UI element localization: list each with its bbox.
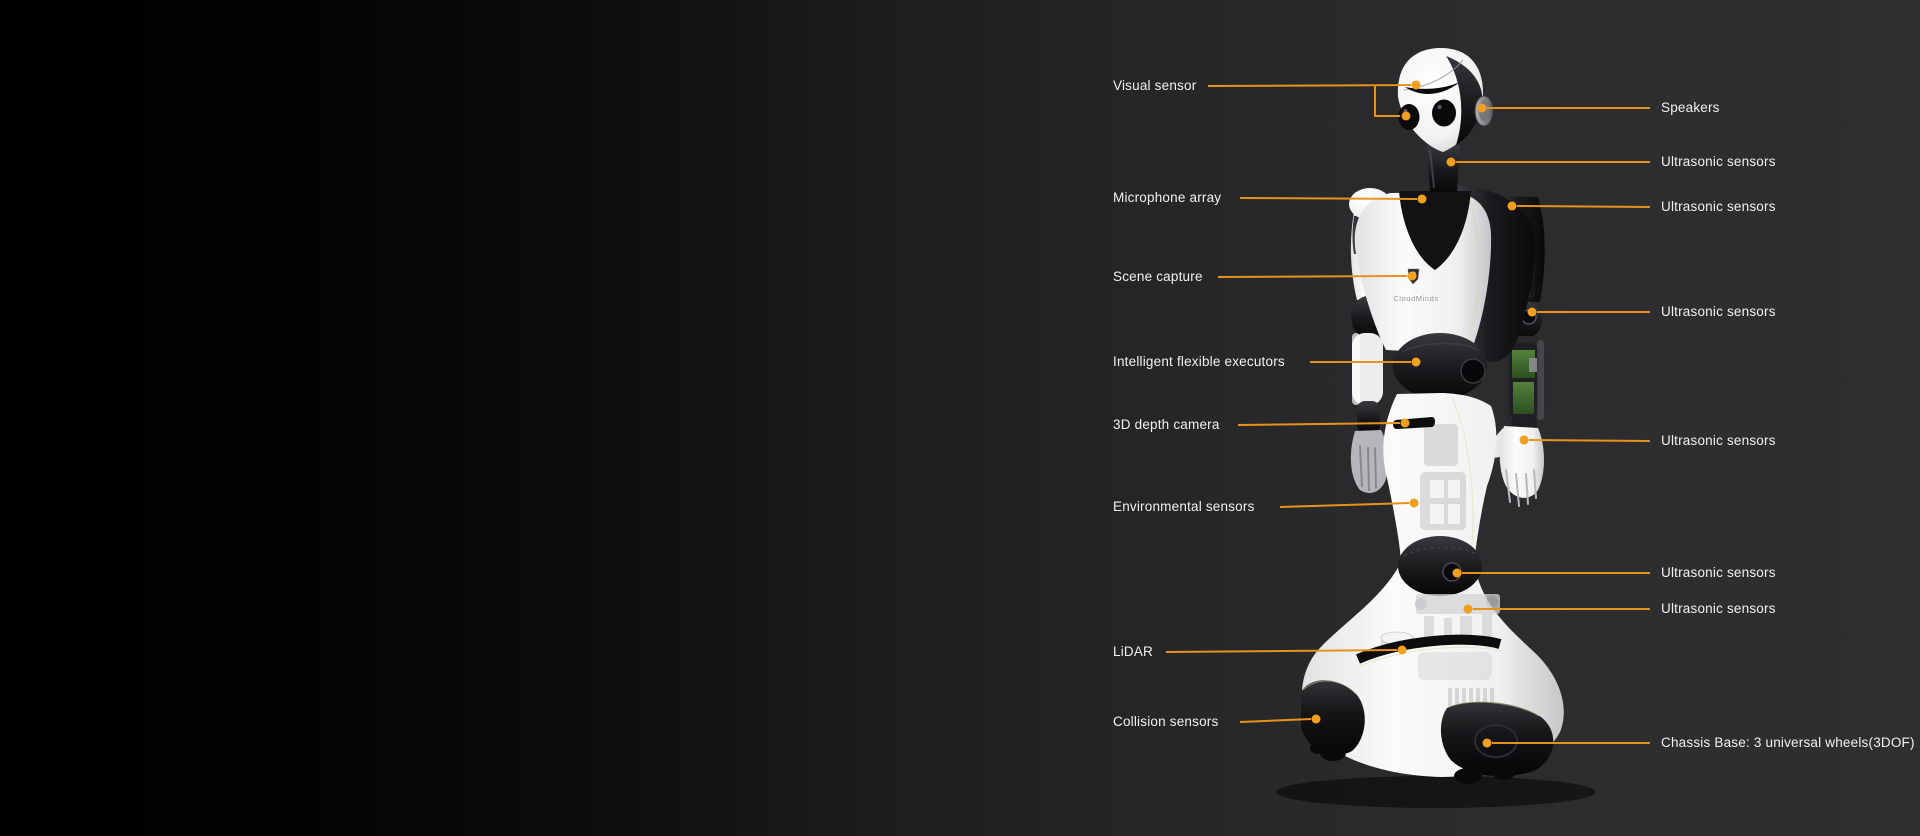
callout-label-scene-capture: Scene capture: [1113, 269, 1203, 284]
callout-label-ultrasonic-sensors: Ultrasonic sensors: [1661, 601, 1776, 616]
callout-label-collision-sensors: Collision sensors: [1113, 714, 1219, 729]
anchor-dot-ultrasonic-sensors: [1453, 569, 1462, 578]
callout-label-visual-sensor: Visual sensor: [1113, 78, 1197, 93]
anchor-dot-chassis-base-3-universal-wheels-3dof: [1483, 739, 1492, 748]
callout-label-ultrasonic-sensors: Ultrasonic sensors: [1661, 433, 1776, 448]
anchor-dot-visual-sensor: [1412, 81, 1421, 90]
leader-line-visual-sensor: [1208, 85, 1411, 86]
callout-label-ultrasonic-sensors: Ultrasonic sensors: [1661, 565, 1776, 580]
leader-line-environmental-sensors: [1280, 503, 1409, 507]
anchor-dot-scene-capture: [1408, 272, 1417, 281]
anchor-dot-environmental-sensors: [1410, 499, 1419, 508]
leader-line-microphone-array: [1240, 198, 1417, 199]
callout-label-environmental-sensors: Environmental sensors: [1113, 499, 1255, 514]
callout-label-chassis-base-3-universal-wheels-3dof: Chassis Base: 3 universal wheels(3DOF): [1661, 735, 1915, 750]
anchor-dot-ultrasonic-sensors: [1447, 158, 1456, 167]
callout-label-speakers: Speakers: [1661, 100, 1720, 115]
anchor-dot-collision-sensors: [1312, 715, 1321, 724]
anchor-dot-microphone-array: [1418, 195, 1427, 204]
anchor-dot-lidar: [1398, 646, 1407, 655]
leader-line-lidar: [1166, 650, 1397, 652]
leader-line-ultrasonic-sensors: [1517, 206, 1650, 207]
leader-line-collision-sensors: [1240, 719, 1311, 722]
anchor-dot-speakers: [1478, 104, 1487, 113]
leader-line-3d-depth-camera: [1238, 423, 1400, 425]
leader-line-visual-sensor: [1375, 86, 1400, 116]
anchor-dot-ultrasonic-sensors: [1508, 202, 1517, 211]
anchor-dot-ultrasonic-sensors: [1520, 436, 1529, 445]
anchor-dot-3d-depth-camera: [1401, 419, 1410, 428]
leader-line-ultrasonic-sensors: [1529, 440, 1650, 441]
robot-brand-text: CloudMinds: [1393, 294, 1439, 303]
anchor-dot-ultrasonic-sensors: [1464, 605, 1473, 614]
callout-label-ultrasonic-sensors: Ultrasonic sensors: [1661, 304, 1776, 319]
callout-label-lidar: LiDAR: [1113, 644, 1154, 659]
callout-label-ultrasonic-sensors: Ultrasonic sensors: [1661, 154, 1776, 169]
anchor-dot-visual-sensor: [1402, 112, 1411, 121]
callout-label-ultrasonic-sensors: Ultrasonic sensors: [1661, 199, 1776, 214]
callout-label-3d-depth-camera: 3D depth camera: [1113, 417, 1220, 432]
leader-line-scene-capture: [1218, 276, 1407, 277]
callout-label-microphone-array: Microphone array: [1113, 190, 1222, 205]
callout-label-intelligent-flexible-executors: Intelligent flexible executors: [1113, 354, 1285, 369]
anchor-dot-intelligent-flexible-executors: [1412, 358, 1421, 367]
anchor-dot-ultrasonic-sensors: [1528, 308, 1537, 317]
